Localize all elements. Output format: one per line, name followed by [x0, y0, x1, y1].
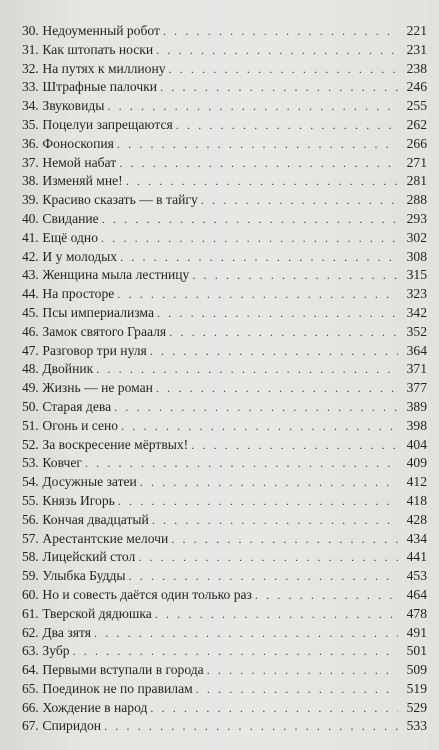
toc-entry-page-number: 246 [406, 79, 427, 95]
toc-dot-leader [176, 116, 398, 135]
toc-entry [22, 624, 427, 643]
toc-entry [22, 605, 427, 624]
toc-entry [22, 248, 427, 267]
toc-entry-title: Тверской дядюшка [42, 605, 152, 621]
toc-dot-leader [156, 41, 398, 60]
toc-entry [22, 454, 427, 473]
toc-entry [22, 548, 427, 567]
toc-entry-title: Поцелуи запрещаются [42, 116, 173, 132]
toc-entry-number: 54. [22, 474, 39, 490]
toc-entry [22, 285, 427, 304]
toc-entry-number: 46. [22, 323, 39, 339]
toc-entry-page-number: 418 [406, 492, 427, 508]
toc-entry-title: Как штопать носки [42, 41, 154, 57]
toc-entry-number: 43. [22, 267, 39, 283]
toc-dot-leader [163, 22, 398, 41]
toc-entry-number: 40. [22, 210, 39, 226]
toc-entry [22, 492, 427, 511]
toc-dot-leader [120, 248, 398, 267]
toc-entry [22, 586, 427, 605]
toc-entry-title: Свидание [42, 210, 99, 226]
toc-dot-leader [138, 548, 398, 567]
toc-entry-number: 34. [22, 98, 39, 114]
toc-entry-title: Спиридон [42, 718, 102, 734]
toc-entry-number: 53. [22, 455, 39, 471]
toc-entry-title: Улыбка Будды [42, 568, 126, 584]
toc-entry-title: Арестантские мелочи [42, 530, 169, 546]
toc-entry-number: 36. [22, 135, 39, 151]
toc-entry-title: Хождение в народ [42, 699, 148, 715]
toc-entry-page-number: 412 [406, 474, 427, 490]
toc-entry-title: Недоуменный робот [42, 23, 160, 38]
toc-entry-page-number: 221 [406, 23, 427, 38]
toc-dot-leader [117, 285, 398, 304]
toc-entry-title: Замок святого Грааля [42, 323, 167, 339]
toc-entry [22, 360, 427, 379]
toc-entry-number: 41. [22, 229, 39, 245]
toc-entry-page-number: 428 [406, 511, 427, 527]
toc-entry-number: 45. [22, 304, 39, 320]
toc-entry-number: 62. [22, 624, 39, 640]
toc-entry-page-number: 464 [406, 586, 427, 602]
toc-entry [22, 342, 427, 361]
toc-entry [22, 97, 427, 116]
toc-entry-page-number: 509 [406, 662, 427, 678]
toc-dot-leader [169, 323, 398, 342]
toc-entry [22, 717, 427, 736]
toc-entry-number: 57. [22, 530, 39, 546]
toc-dot-leader [140, 473, 398, 492]
toc-entry-number: 32. [22, 60, 39, 76]
toc-entry-title: Немой набат [42, 154, 117, 170]
toc-entry-title: И у молодых [42, 248, 118, 264]
toc-dot-leader [119, 154, 398, 173]
toc-entry-number: 38. [22, 173, 39, 189]
toc-entry-page-number: 409 [406, 455, 427, 471]
toc-entry [22, 642, 427, 661]
toc-entry-number: 49. [22, 380, 39, 396]
toc-entry-title: Два зятя [42, 624, 91, 640]
toc-entry-title: Зубр [42, 643, 70, 659]
toc-entry [22, 511, 427, 530]
toc-entry-title: Кончая двадцатый [42, 511, 149, 527]
toc-entry-page-number: 398 [406, 417, 427, 433]
toc-entry-number: 44. [22, 286, 39, 302]
toc-dot-leader [156, 379, 398, 398]
toc-dot-leader [118, 492, 398, 511]
toc-entry [22, 379, 427, 398]
toc-dot-leader [101, 229, 398, 248]
toc-entry-number: 66. [22, 699, 39, 715]
toc-entry-page-number: 262 [406, 116, 427, 132]
toc-entry [22, 680, 427, 699]
toc-entry-page-number: 533 [406, 718, 427, 734]
toc-dot-leader [191, 436, 398, 455]
toc-entry-number: 61. [22, 605, 39, 621]
toc-entry-page-number: 404 [406, 436, 427, 452]
toc-dot-leader [255, 586, 398, 605]
toc-entry [22, 191, 427, 210]
toc-entry [22, 323, 427, 342]
table-of-contents [22, 22, 427, 736]
toc-entry-page-number: 288 [406, 192, 427, 208]
toc-entry-number: 47. [22, 342, 39, 358]
toc-entry-title: Но и совесть даётся один только раз [42, 586, 252, 602]
toc-entry-page-number: 308 [406, 248, 427, 264]
toc-entry-page-number: 293 [406, 210, 427, 226]
toc-entry-number: 37. [22, 154, 39, 170]
toc-dot-leader [96, 360, 398, 379]
toc-entry-number: 58. [22, 549, 39, 565]
toc-dot-leader [114, 398, 398, 417]
toc-entry-title: Первыми вступали в города [42, 662, 204, 678]
toc-entry-page-number: 342 [406, 304, 427, 320]
toc-dot-leader [121, 417, 398, 436]
toc-dot-leader [102, 210, 398, 229]
toc-dot-leader [85, 454, 398, 473]
toc-entry-number: 50. [22, 398, 39, 414]
toc-dot-leader [155, 605, 398, 624]
toc-entry-number: 30. [22, 23, 39, 38]
toc-entry-title: Огонь и сено [42, 417, 119, 433]
toc-entry-title: Красиво сказать — в тайгу [42, 192, 198, 208]
toc-entry-number: 60. [22, 586, 39, 602]
toc-entry-title: Князь Игорь [42, 492, 115, 508]
toc-entry-title: Изменяй мне! [42, 173, 123, 189]
toc-entry-page-number: 453 [406, 568, 427, 584]
toc-entry-page-number: 478 [406, 605, 427, 621]
toc-entry [22, 304, 427, 323]
toc-dot-leader [150, 699, 398, 718]
toc-entry [22, 266, 427, 285]
toc-entry-title: Жизнь — не роман [42, 380, 153, 396]
toc-entry-page-number: 266 [406, 135, 427, 151]
toc-dot-leader [94, 624, 398, 643]
toc-dot-leader [107, 97, 398, 116]
toc-entry [22, 154, 427, 173]
toc-entry-number: 65. [22, 680, 39, 696]
toc-entry-number: 31. [22, 41, 39, 57]
toc-entry-page-number: 302 [406, 229, 427, 245]
toc-entry-title: За воскресение мёртвых! [42, 436, 189, 452]
toc-entry-number: 35. [22, 116, 39, 132]
toc-entry-number: 63. [22, 643, 39, 659]
toc-entry [22, 78, 427, 97]
toc-entry [22, 661, 427, 680]
toc-entry-number: 33. [22, 79, 39, 95]
toc-entry-page-number: 255 [406, 98, 427, 114]
toc-entry-page-number: 519 [406, 680, 427, 696]
toc-dot-leader [171, 530, 398, 549]
toc-entry [22, 530, 427, 549]
toc-entry-page-number: 434 [406, 530, 427, 546]
toc-entry-page-number: 238 [406, 60, 427, 76]
toc-entry-page-number: 501 [406, 643, 427, 659]
toc-entry-number: 64. [22, 662, 39, 678]
toc-entry [22, 172, 427, 191]
toc-dot-leader [201, 191, 398, 210]
toc-entry [22, 210, 427, 229]
toc-dot-leader [169, 60, 398, 79]
toc-dot-leader [150, 342, 398, 361]
toc-entry-page-number: 491 [406, 624, 427, 640]
toc-entry [22, 699, 427, 718]
toc-dot-leader [117, 135, 398, 154]
toc-dot-leader [104, 717, 398, 736]
toc-entry-title: Разговор три нуля [42, 342, 147, 358]
toc-entry-number: 42. [22, 248, 39, 264]
toc-entry-page-number: 389 [406, 398, 427, 414]
toc-entry-title: Старая дева [42, 398, 112, 414]
toc-entry-page-number: 352 [406, 323, 427, 339]
toc-entry-page-number: 364 [406, 342, 427, 358]
toc-entry-number: 55. [22, 492, 39, 508]
toc-dot-leader [207, 661, 398, 680]
toc-entry [22, 135, 427, 154]
toc-entry-page-number: 371 [406, 361, 427, 377]
toc-dot-leader [129, 567, 398, 586]
toc-entry-page-number: 271 [406, 154, 427, 170]
toc-entry-title: На путях к миллиону [42, 60, 166, 76]
toc-entry-number: 39. [22, 192, 39, 208]
toc-entry-page-number: 231 [406, 41, 427, 57]
toc-entry-title: Псы империализма [42, 304, 154, 320]
toc-entry-number: 59. [22, 568, 39, 584]
toc-dot-leader [192, 266, 398, 285]
toc-entry-page-number: 377 [406, 380, 427, 396]
toc-entry-title: Фоноскопия [42, 135, 114, 151]
toc-entry [22, 567, 427, 586]
toc-entry-title: Поединок не по правилам [42, 680, 193, 696]
toc-dot-leader [160, 78, 398, 97]
toc-entry-page-number: 281 [406, 173, 427, 189]
toc-dot-leader [73, 642, 398, 661]
toc-entry-title: Звуковиды [42, 98, 105, 114]
toc-entry [22, 473, 427, 492]
toc-entry [22, 398, 427, 417]
toc-entry-number: 67. [22, 718, 39, 734]
toc-dot-leader [157, 304, 398, 323]
toc-entry-number: 51. [22, 417, 39, 433]
toc-entry-title: Штрафные палочки [42, 79, 158, 95]
toc-entry-number: 56. [22, 511, 39, 527]
toc-dot-leader [126, 172, 398, 191]
toc-dot-leader [196, 680, 398, 699]
toc-entry-number: 48. [22, 361, 39, 377]
toc-entry-page-number: 441 [406, 549, 427, 565]
toc-entry-title: Ковчег [42, 455, 82, 471]
toc-entry [22, 436, 427, 455]
toc-dot-leader [152, 511, 398, 530]
toc-entry-number: 52. [22, 436, 39, 452]
toc-entry-page-number: 315 [406, 267, 427, 283]
toc-entry [22, 41, 427, 60]
toc-entry-title: Двойник [42, 361, 94, 377]
toc-entry-title: На просторе [42, 286, 115, 302]
toc-entry [22, 229, 427, 248]
toc-entry-title: Женщина мыла лестницу [42, 267, 190, 283]
toc-entry-page-number: 529 [406, 699, 427, 715]
toc-entry-title: Лицейский стол [42, 549, 136, 565]
toc-entry [22, 417, 427, 436]
toc-entry-title: Ещё одно [42, 229, 99, 245]
toc-entry [22, 116, 427, 135]
toc-entry-title: Досужные затеи [42, 474, 137, 490]
toc-entry [22, 22, 427, 41]
toc-entry [22, 60, 427, 79]
toc-entry-page-number: 323 [406, 286, 427, 302]
